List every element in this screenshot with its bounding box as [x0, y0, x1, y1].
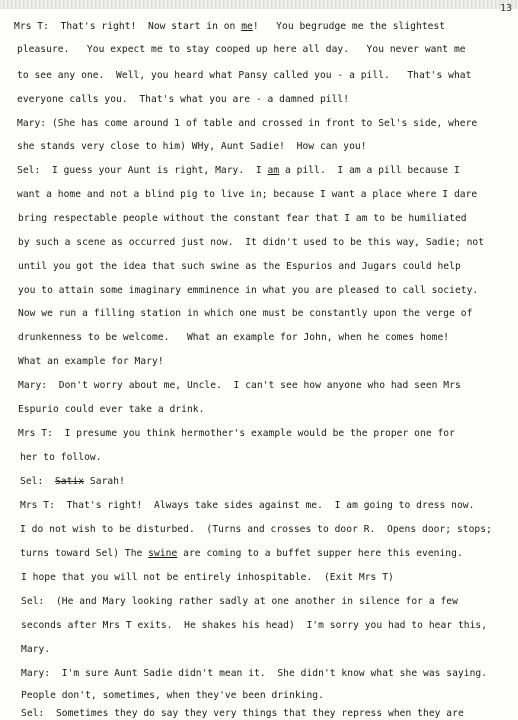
text-line: you to attain some imaginary emminence in what you are pleased to call society. [18, 285, 479, 296]
text-line: everyone calls you. That's what you are - a damned pill! [17, 94, 350, 105]
text-line: What an example for Mary! [18, 356, 164, 367]
page-top-edge [0, 0, 518, 9]
text-line: Sel: I guess your Aunt is right, Mary. I am a pill. I am a pill because I [17, 165, 460, 176]
text-line: pleasure. You expect me to stay cooped up here all day. You never want me [17, 44, 466, 55]
text-line: Mary: I'm sure Aunt Sadie didn't mean it. She didn't know what she was saying. [21, 668, 488, 679]
text-line: Espurio could ever take a drink. [18, 404, 205, 415]
text-line: she stands very close to him) WHy, Aunt Sadie! How can you! [17, 141, 367, 152]
text-line: Sel: (He and Mary looking rather sadly at one another in silence for a few [21, 596, 458, 607]
text-line: to see any one. Well, you heard what Pansy called you - a pill. That's what [17, 70, 472, 81]
text-line: until you got the idea that such swine as the Espurios and Jugars could help [18, 261, 461, 272]
text-line: I hope that you will not be entirely inhospitable. (Exit Mrs T) [21, 572, 394, 583]
text-line: Mrs T: That's right! Always take sides against me. I am going to dress now. [20, 500, 475, 511]
text-line: Mrs T: That's right! Now start in on me! You begrudge me the slightest [14, 21, 446, 32]
text-line: by such a scene as occurred just now. It didn't used to be this way, Sadie; not [18, 237, 485, 248]
text-line: Mary: Don't worry about me, Uncle. I can't see how anyone who had seen Mrs [18, 380, 461, 391]
text-line: People don't, sometimes, when they've been drinking. [21, 690, 324, 701]
text-line: Mary: (She has come around 1 of table and crossed in front to Sel's side, where [17, 118, 478, 129]
page-number: 13 [499, 3, 512, 14]
text-line: Sel: Sometimes they do say they very things that they repress when they are [21, 708, 464, 719]
text-line: drunkenness to be welcome. What an example for John, when he comes home! [18, 332, 450, 343]
text-line: want a home and not a blind pig to live in; because I want a place where I dare [17, 189, 478, 200]
text-line: her to follow. [20, 452, 102, 463]
text-line: Sel: Satix Sarah! [20, 476, 125, 487]
text-line: bring respectable people without the constant fear that I am to be humiliated [18, 213, 467, 224]
text-line: I do not wish to be disturbed. (Turns and crosses to door R. Opens door; stops; [20, 524, 492, 535]
text-line: Mary. [21, 644, 51, 655]
text-line: Now we run a filling station in which one must be constantly upon the verge of [18, 308, 473, 319]
text-line: seconds after Mrs T exits. He shakes his head) I'm sorry you had to hear this, [21, 620, 488, 631]
text-line: Mrs T: I presume you think hermother's example would be the proper one for [18, 428, 455, 439]
text-line: turns toward Sel) The swine are coming to a buffet supper here this evening. [20, 548, 463, 559]
